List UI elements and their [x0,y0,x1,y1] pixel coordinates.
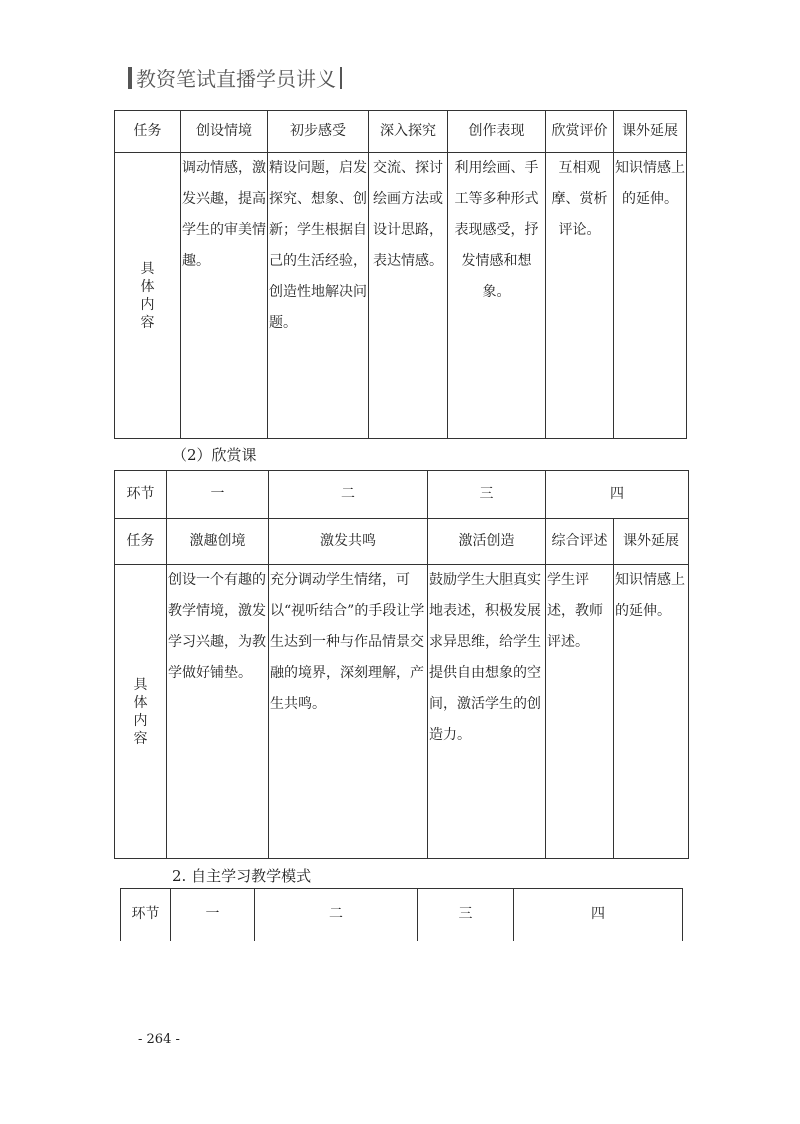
content-label-text: 具体内容 [133,676,148,747]
table-appreciation-lesson [114,470,689,859]
content-cell: 精设问题，启发探究、想象、创 新；学生根据自己的生活经验，创造性地解决问题。 [268,153,369,439]
header-title: 教资笔试直播学员讲义 [136,67,336,91]
stage-cell: 二 [255,889,418,941]
table-row [115,153,687,439]
stage-cell: 四 [546,471,689,519]
task-cell: 深入探究 [369,111,448,153]
content-label [115,565,167,859]
content-cell: 互相观摩、赏析评论。 [546,153,614,439]
table-row [115,471,689,519]
page-number: - 264 - [138,1032,180,1047]
task-cell: 创作表现 [448,111,546,153]
task-cell: 课外延展 [614,519,689,565]
section-caption-self-study: 2. 自主学习教学模式 [172,867,312,885]
content-cell: 创设一个有趣的教学情境，激发学习兴趣，为教学做好铺垫。 [167,565,269,859]
stage-label: 环节 [115,471,167,519]
task-label: 任务 [115,111,181,153]
content-label-text: 具体内容 [140,260,155,331]
content-cell: 知识情感上的延伸。 [614,153,687,439]
stage-label: 环节 [121,889,171,941]
table-art-lesson [114,110,687,439]
stage-cell: 一 [167,471,269,519]
stage-cell: 四 [514,889,683,941]
task-cell: 课外延展 [614,111,687,153]
content-cell: 知识情感上的延伸。 [614,565,689,859]
task-cell: 创设情境 [181,111,268,153]
table-row [115,565,689,859]
table-row [115,519,689,565]
stage-cell: 三 [428,471,546,519]
page-header [128,63,342,92]
content-cell: 利用绘画、手工等多种形式表现感受，抒发情感和想象。 [448,153,546,439]
task-cell: 综合评述 [546,519,614,565]
content-cell: 鼓励学生大胆真实地表述，积极发展求异思维，给学生提供自由想象的空间，激活学生的创造力。 [428,565,546,859]
stage-cell: 一 [171,889,255,941]
task-cell: 初步感受 [268,111,369,153]
content-label [115,153,181,439]
section-caption-appreciation: （2）欣赏课 [172,446,257,464]
header-bar-end-icon [340,67,342,89]
task-cell: 激发共鸣 [269,519,428,565]
stage-cell: 二 [269,471,428,519]
content-cell: 充分调动学生情绪，可以“视听结合”的手段让学生达到一种与作品情景交融的境界，深刻理解，产生共鸣。 [269,565,428,859]
content-cell: 学生评述，教师评述。 [546,565,614,859]
content-cell: 交流、探讨绘画方法或设计思路，表达情感。 [369,153,448,439]
header-bar-icon [128,67,132,89]
content-cell: 调动情感，激发兴趣，提高学生的审美情趣。 [181,153,268,439]
task-cell: 激趣创境 [167,519,269,565]
table-row [115,111,687,153]
table-self-study [120,888,683,941]
task-cell: 激活创造 [428,519,546,565]
stage-cell: 三 [418,889,514,941]
table-row [121,889,683,941]
task-label: 任务 [115,519,167,565]
task-cell: 欣赏评价 [546,111,614,153]
